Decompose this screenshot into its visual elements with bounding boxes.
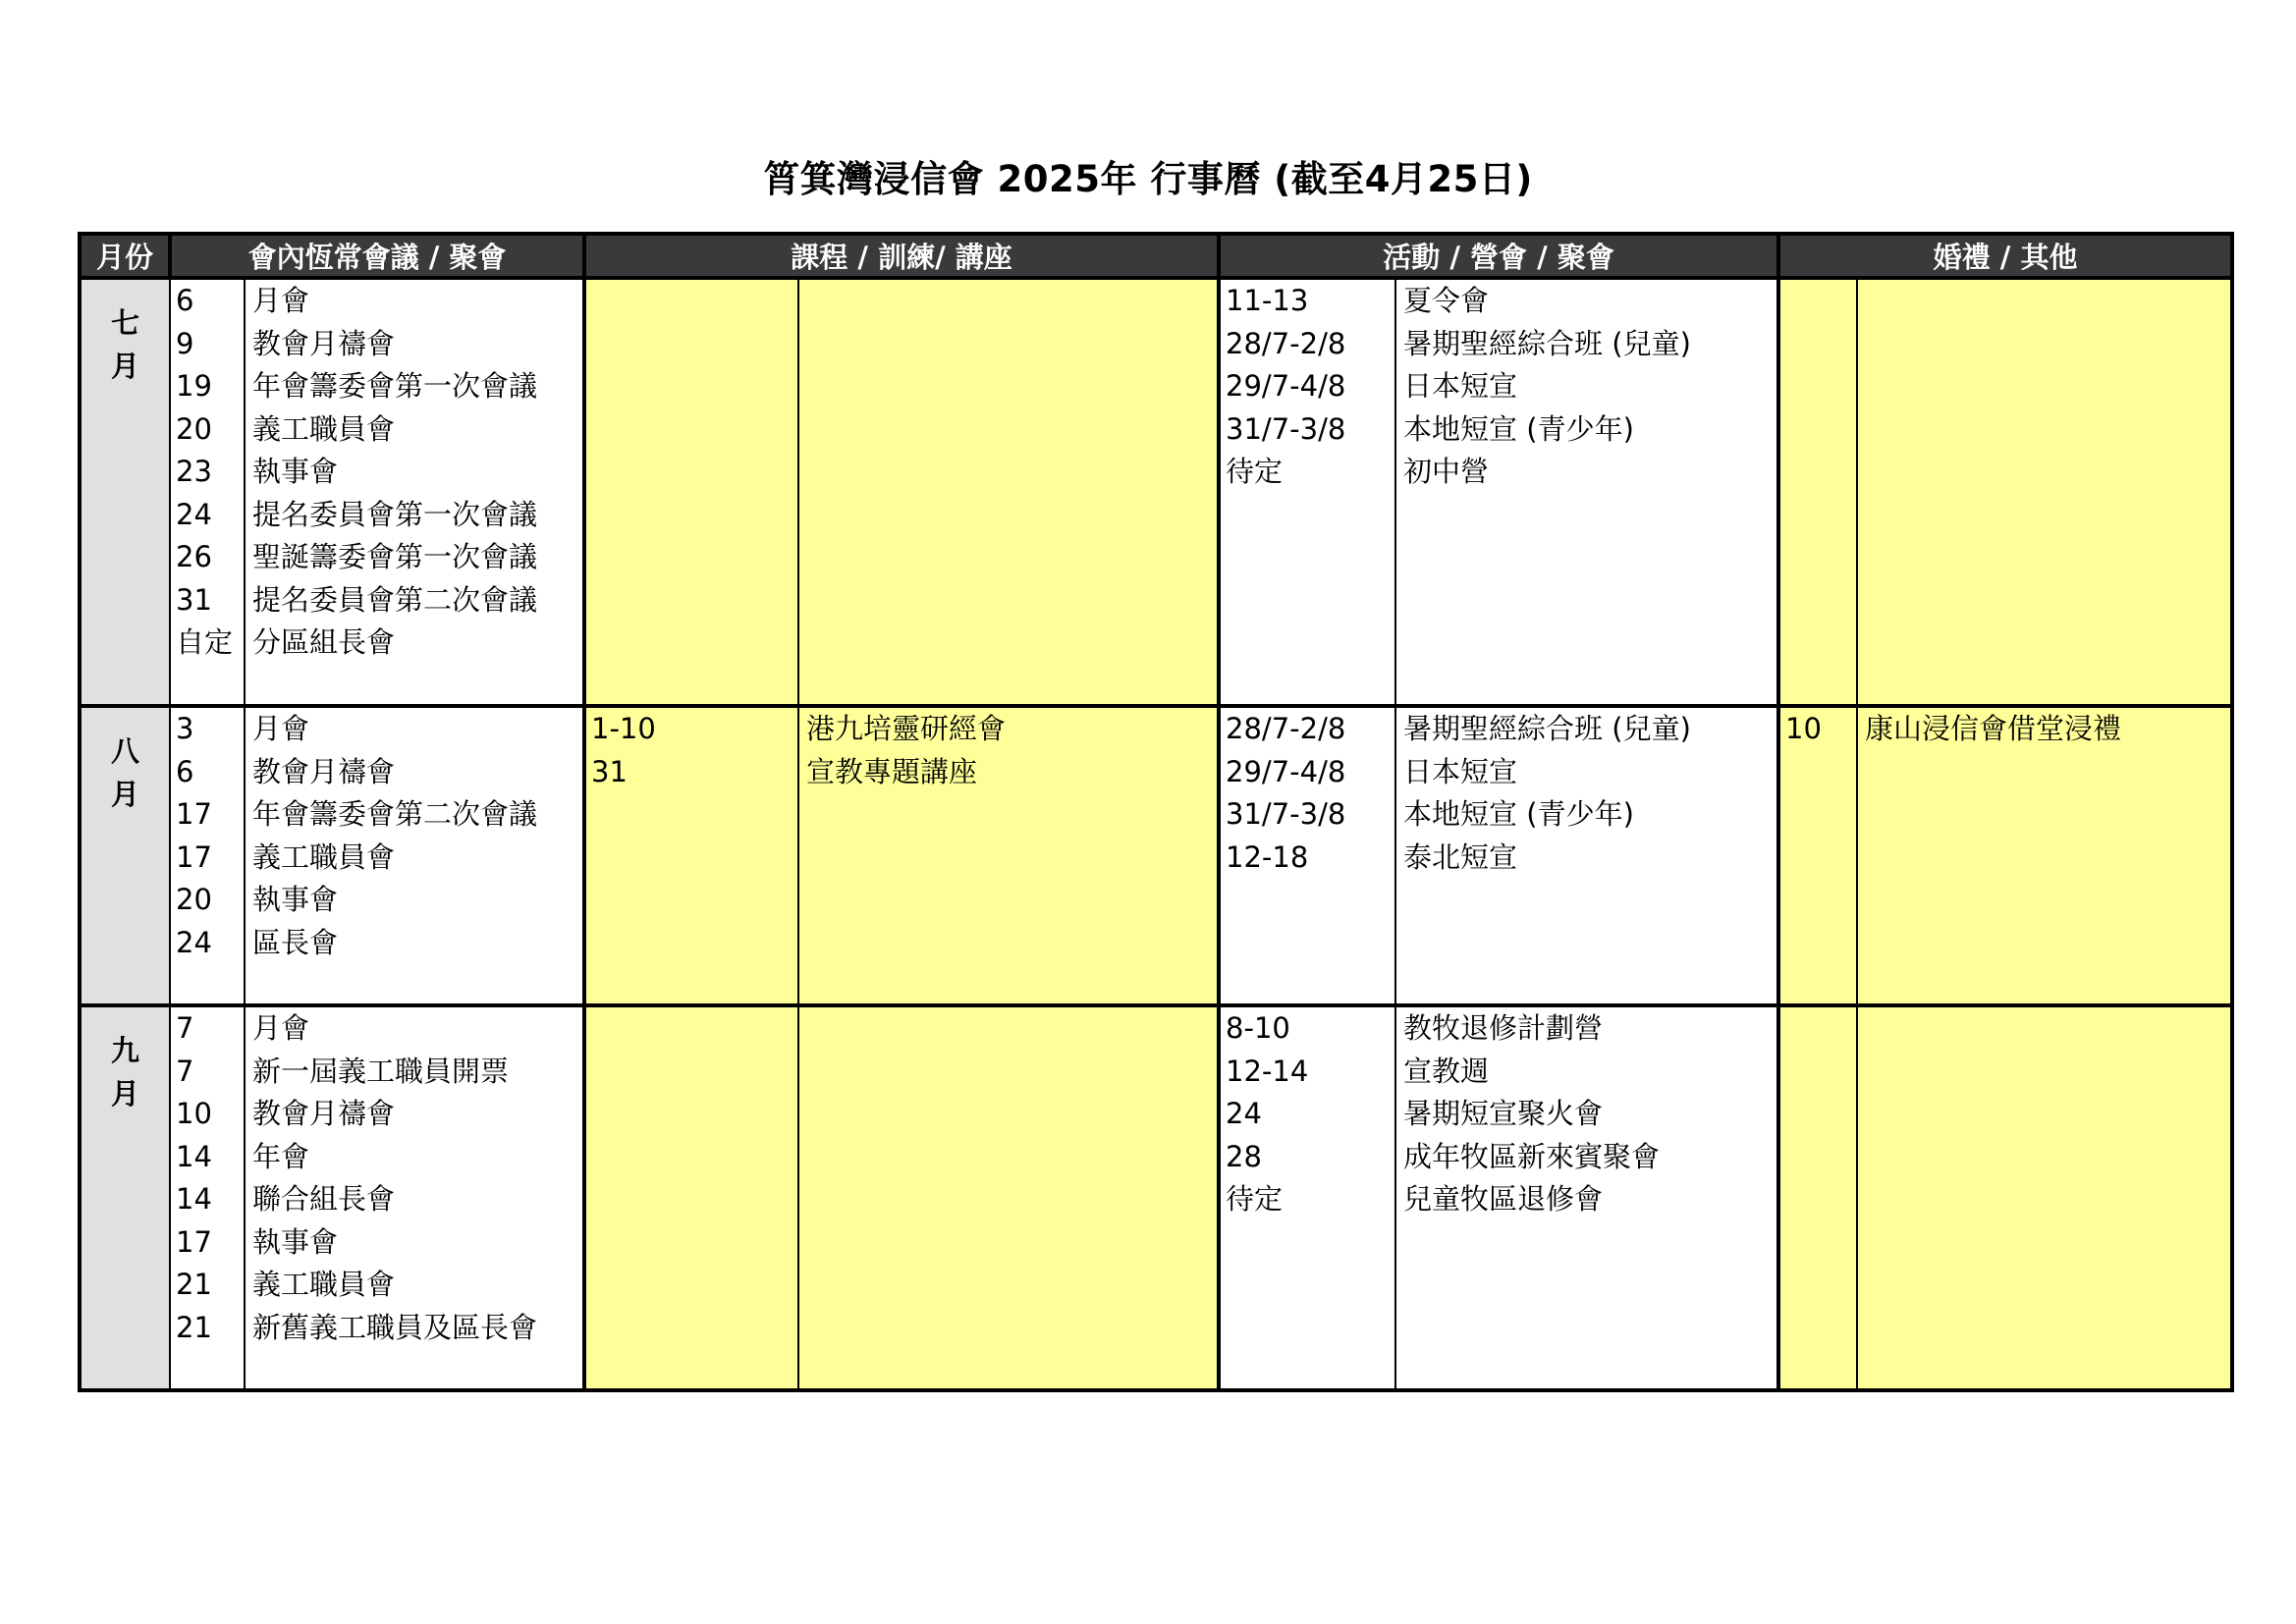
courses-date: 31 — [591, 754, 628, 788]
activities-desc: 宣教週 — [1403, 1054, 1490, 1088]
weddings-date-cell — [1778, 706, 1857, 1005]
activities-desc: 成年牧區新來賓聚會 — [1403, 1139, 1661, 1173]
activities-desc: 教牧退修計劃營 — [1403, 1011, 1604, 1045]
meetings-date: 19 — [176, 369, 212, 403]
header-meetings: 會內恆常會議 / 聚會 — [170, 234, 584, 278]
meetings-date: 14 — [176, 1182, 212, 1216]
meetings-desc: 執事會 — [252, 455, 339, 488]
meetings-date: 10 — [176, 1097, 212, 1130]
activities-desc-list — [1396, 708, 1777, 879]
activities-desc: 日本短宣 — [1403, 754, 1518, 788]
meetings-date: 17 — [176, 839, 212, 874]
meetings-date: 31 — [176, 582, 212, 617]
meetings-desc: 教會月禱會 — [252, 754, 396, 788]
month-row — [80, 1005, 2232, 1390]
courses-date-cell — [584, 1005, 798, 1390]
month-label-char: 月 — [110, 1077, 139, 1110]
meetings-date-list — [171, 708, 244, 964]
meetings-date-list — [171, 280, 244, 665]
calendar-table — [78, 232, 2234, 1392]
weddings-desc-cell — [1857, 1005, 2232, 1390]
activities-date: 12-14 — [1226, 1054, 1309, 1088]
header-weddings: 婚禮 / 其他 — [1778, 234, 2232, 278]
header-month: 月份 — [80, 234, 170, 278]
meetings-date: 6 — [176, 754, 194, 788]
activities-desc-list — [1396, 1007, 1777, 1221]
activities-date: 28/7-2/8 — [1226, 326, 1346, 360]
activities-desc: 暑期短宣聚火會 — [1403, 1097, 1604, 1130]
courses-date-list — [586, 708, 797, 793]
meetings-desc: 聯合組長會 — [252, 1182, 396, 1216]
meetings-desc: 教會月禱會 — [252, 326, 396, 360]
meetings-date: 21 — [176, 1310, 212, 1344]
meetings-desc: 聖誕籌委會第一次會議 — [252, 540, 538, 573]
courses-desc-cell — [798, 1005, 1219, 1390]
meetings-date: 6 — [176, 284, 194, 317]
activities-date: 24 — [1226, 1097, 1262, 1130]
activities-date: 待定 — [1226, 1182, 1284, 1216]
month-label-char: 月 — [110, 778, 139, 811]
activities-date: 29/7-4/8 — [1226, 369, 1346, 403]
meetings-desc: 年會 — [252, 1139, 310, 1173]
meetings-desc: 區長會 — [252, 925, 339, 959]
activities-date: 11-13 — [1226, 284, 1309, 317]
meetings-desc-list — [246, 1007, 582, 1349]
meetings-desc: 新一屆義工職員開票 — [252, 1054, 510, 1088]
courses-desc: 港九培靈研經會 — [806, 712, 1007, 745]
weddings-date-cell — [1778, 1005, 1857, 1390]
meetings-desc-cell — [245, 278, 584, 706]
courses-date: 1-10 — [591, 712, 656, 745]
courses-desc-cell — [798, 278, 1219, 706]
month-row — [80, 706, 2232, 1005]
meetings-desc: 執事會 — [252, 1224, 339, 1259]
header-courses: 課程 / 訓練/ 講座 — [584, 234, 1219, 278]
meetings-date: 21 — [176, 1268, 212, 1301]
month-label — [80, 706, 170, 1005]
activities-date: 29/7-4/8 — [1226, 754, 1346, 788]
month-label — [80, 278, 170, 706]
activities-desc: 日本短宣 — [1403, 369, 1518, 403]
activities-date-cell — [1219, 1005, 1395, 1390]
meetings-date-cell — [170, 706, 245, 1005]
meetings-date: 7 — [176, 1011, 194, 1045]
meetings-desc: 提名委員會第二次會議 — [252, 582, 538, 617]
courses-desc-list — [799, 708, 1217, 793]
meetings-date: 23 — [176, 455, 212, 488]
activities-date-cell — [1219, 278, 1395, 706]
header-row — [80, 234, 2232, 278]
meetings-date: 26 — [176, 540, 212, 573]
weddings-date-cell — [1778, 278, 1857, 706]
meetings-date-cell — [170, 1005, 245, 1390]
meetings-date: 20 — [176, 411, 212, 446]
activities-date-cell — [1219, 706, 1395, 1005]
month-label-char: 月 — [110, 350, 139, 383]
activities-date-list — [1221, 1007, 1394, 1221]
activities-desc-cell — [1395, 1005, 1778, 1390]
activities-desc-list — [1396, 280, 1777, 494]
weddings-date: 10 — [1785, 712, 1822, 745]
meetings-date-cell — [170, 278, 245, 706]
activities-date: 28/7-2/8 — [1226, 712, 1346, 745]
weddings-desc-cell — [1857, 278, 2232, 706]
meetings-desc: 執事會 — [252, 883, 339, 916]
meetings-desc: 分區組長會 — [252, 625, 396, 659]
meetings-desc: 義工職員會 — [252, 411, 396, 446]
header-activities: 活動 / 營會 / 聚會 — [1219, 234, 1778, 278]
meetings-date: 3 — [176, 712, 194, 745]
activities-date: 8-10 — [1226, 1011, 1290, 1045]
courses-desc-cell — [798, 706, 1219, 1005]
courses-date-cell — [584, 706, 798, 1005]
meetings-desc: 義工職員會 — [252, 1268, 396, 1301]
month-label — [80, 1005, 170, 1390]
activities-desc-cell — [1395, 278, 1778, 706]
meetings-desc: 義工職員會 — [252, 839, 396, 874]
activities-desc: 本地短宣 (青少年) — [1403, 411, 1634, 446]
activities-desc-cell — [1395, 706, 1778, 1005]
month-row — [80, 278, 2232, 706]
activities-desc: 暑期聖經綜合班 (兒童) — [1403, 326, 1691, 360]
meetings-date: 24 — [176, 925, 212, 959]
meetings-desc: 月會 — [252, 1011, 310, 1045]
activities-date: 12-18 — [1226, 839, 1309, 874]
weddings-date-list — [1780, 708, 1856, 751]
activities-date: 31/7-3/8 — [1226, 411, 1346, 446]
weddings-desc-cell — [1857, 706, 2232, 1005]
activities-desc: 暑期聖經綜合班 (兒童) — [1403, 712, 1691, 745]
courses-date-cell — [584, 278, 798, 706]
calendar-title: 筲箕灣浸信會 2025年 行事曆 (截至4月25日) — [763, 158, 1533, 200]
meetings-date: 14 — [176, 1139, 212, 1173]
meetings-desc-cell — [245, 706, 584, 1005]
activities-desc: 兒童牧區退修會 — [1403, 1182, 1604, 1216]
month-label-char: 九 — [110, 1034, 139, 1067]
meetings-date: 20 — [176, 883, 212, 916]
activities-date-list — [1221, 280, 1394, 494]
meetings-date: 24 — [176, 497, 212, 531]
meetings-date: 17 — [176, 797, 212, 831]
activities-desc: 本地短宣 (青少年) — [1403, 797, 1634, 831]
meetings-date: 自定 — [176, 625, 234, 659]
activities-desc: 夏令會 — [1403, 284, 1490, 317]
activities-date-list — [1221, 708, 1394, 879]
meetings-desc: 年會籌委會第一次會議 — [252, 369, 538, 403]
month-label-char: 八 — [110, 734, 139, 768]
courses-desc: 宣教專題講座 — [806, 754, 978, 788]
meetings-desc: 提名委員會第一次會議 — [252, 497, 538, 531]
month-label-char: 七 — [110, 306, 139, 340]
meetings-date: 7 — [176, 1054, 194, 1088]
meetings-desc-list — [246, 280, 582, 665]
meetings-desc: 年會籌委會第二次會議 — [252, 797, 538, 831]
meetings-date: 9 — [176, 326, 194, 360]
activities-date: 待定 — [1226, 455, 1284, 488]
meetings-date-list — [171, 1007, 244, 1349]
meetings-desc-cell — [245, 1005, 584, 1390]
meetings-desc: 新舊義工職員及區長會 — [252, 1310, 538, 1344]
activities-date: 31/7-3/8 — [1226, 797, 1346, 831]
meetings-date: 17 — [176, 1224, 212, 1259]
meetings-desc: 教會月禱會 — [252, 1097, 396, 1130]
activities-desc: 泰北短宣 — [1403, 839, 1518, 874]
meetings-desc: 月會 — [252, 712, 310, 745]
activities-date: 28 — [1226, 1139, 1262, 1173]
meetings-desc-list — [246, 708, 582, 964]
meetings-desc: 月會 — [252, 284, 310, 317]
weddings-desc-list — [1858, 708, 2230, 751]
activities-desc: 初中營 — [1403, 455, 1490, 488]
weddings-desc: 康山浸信會借堂浸禮 — [1865, 712, 2122, 745]
